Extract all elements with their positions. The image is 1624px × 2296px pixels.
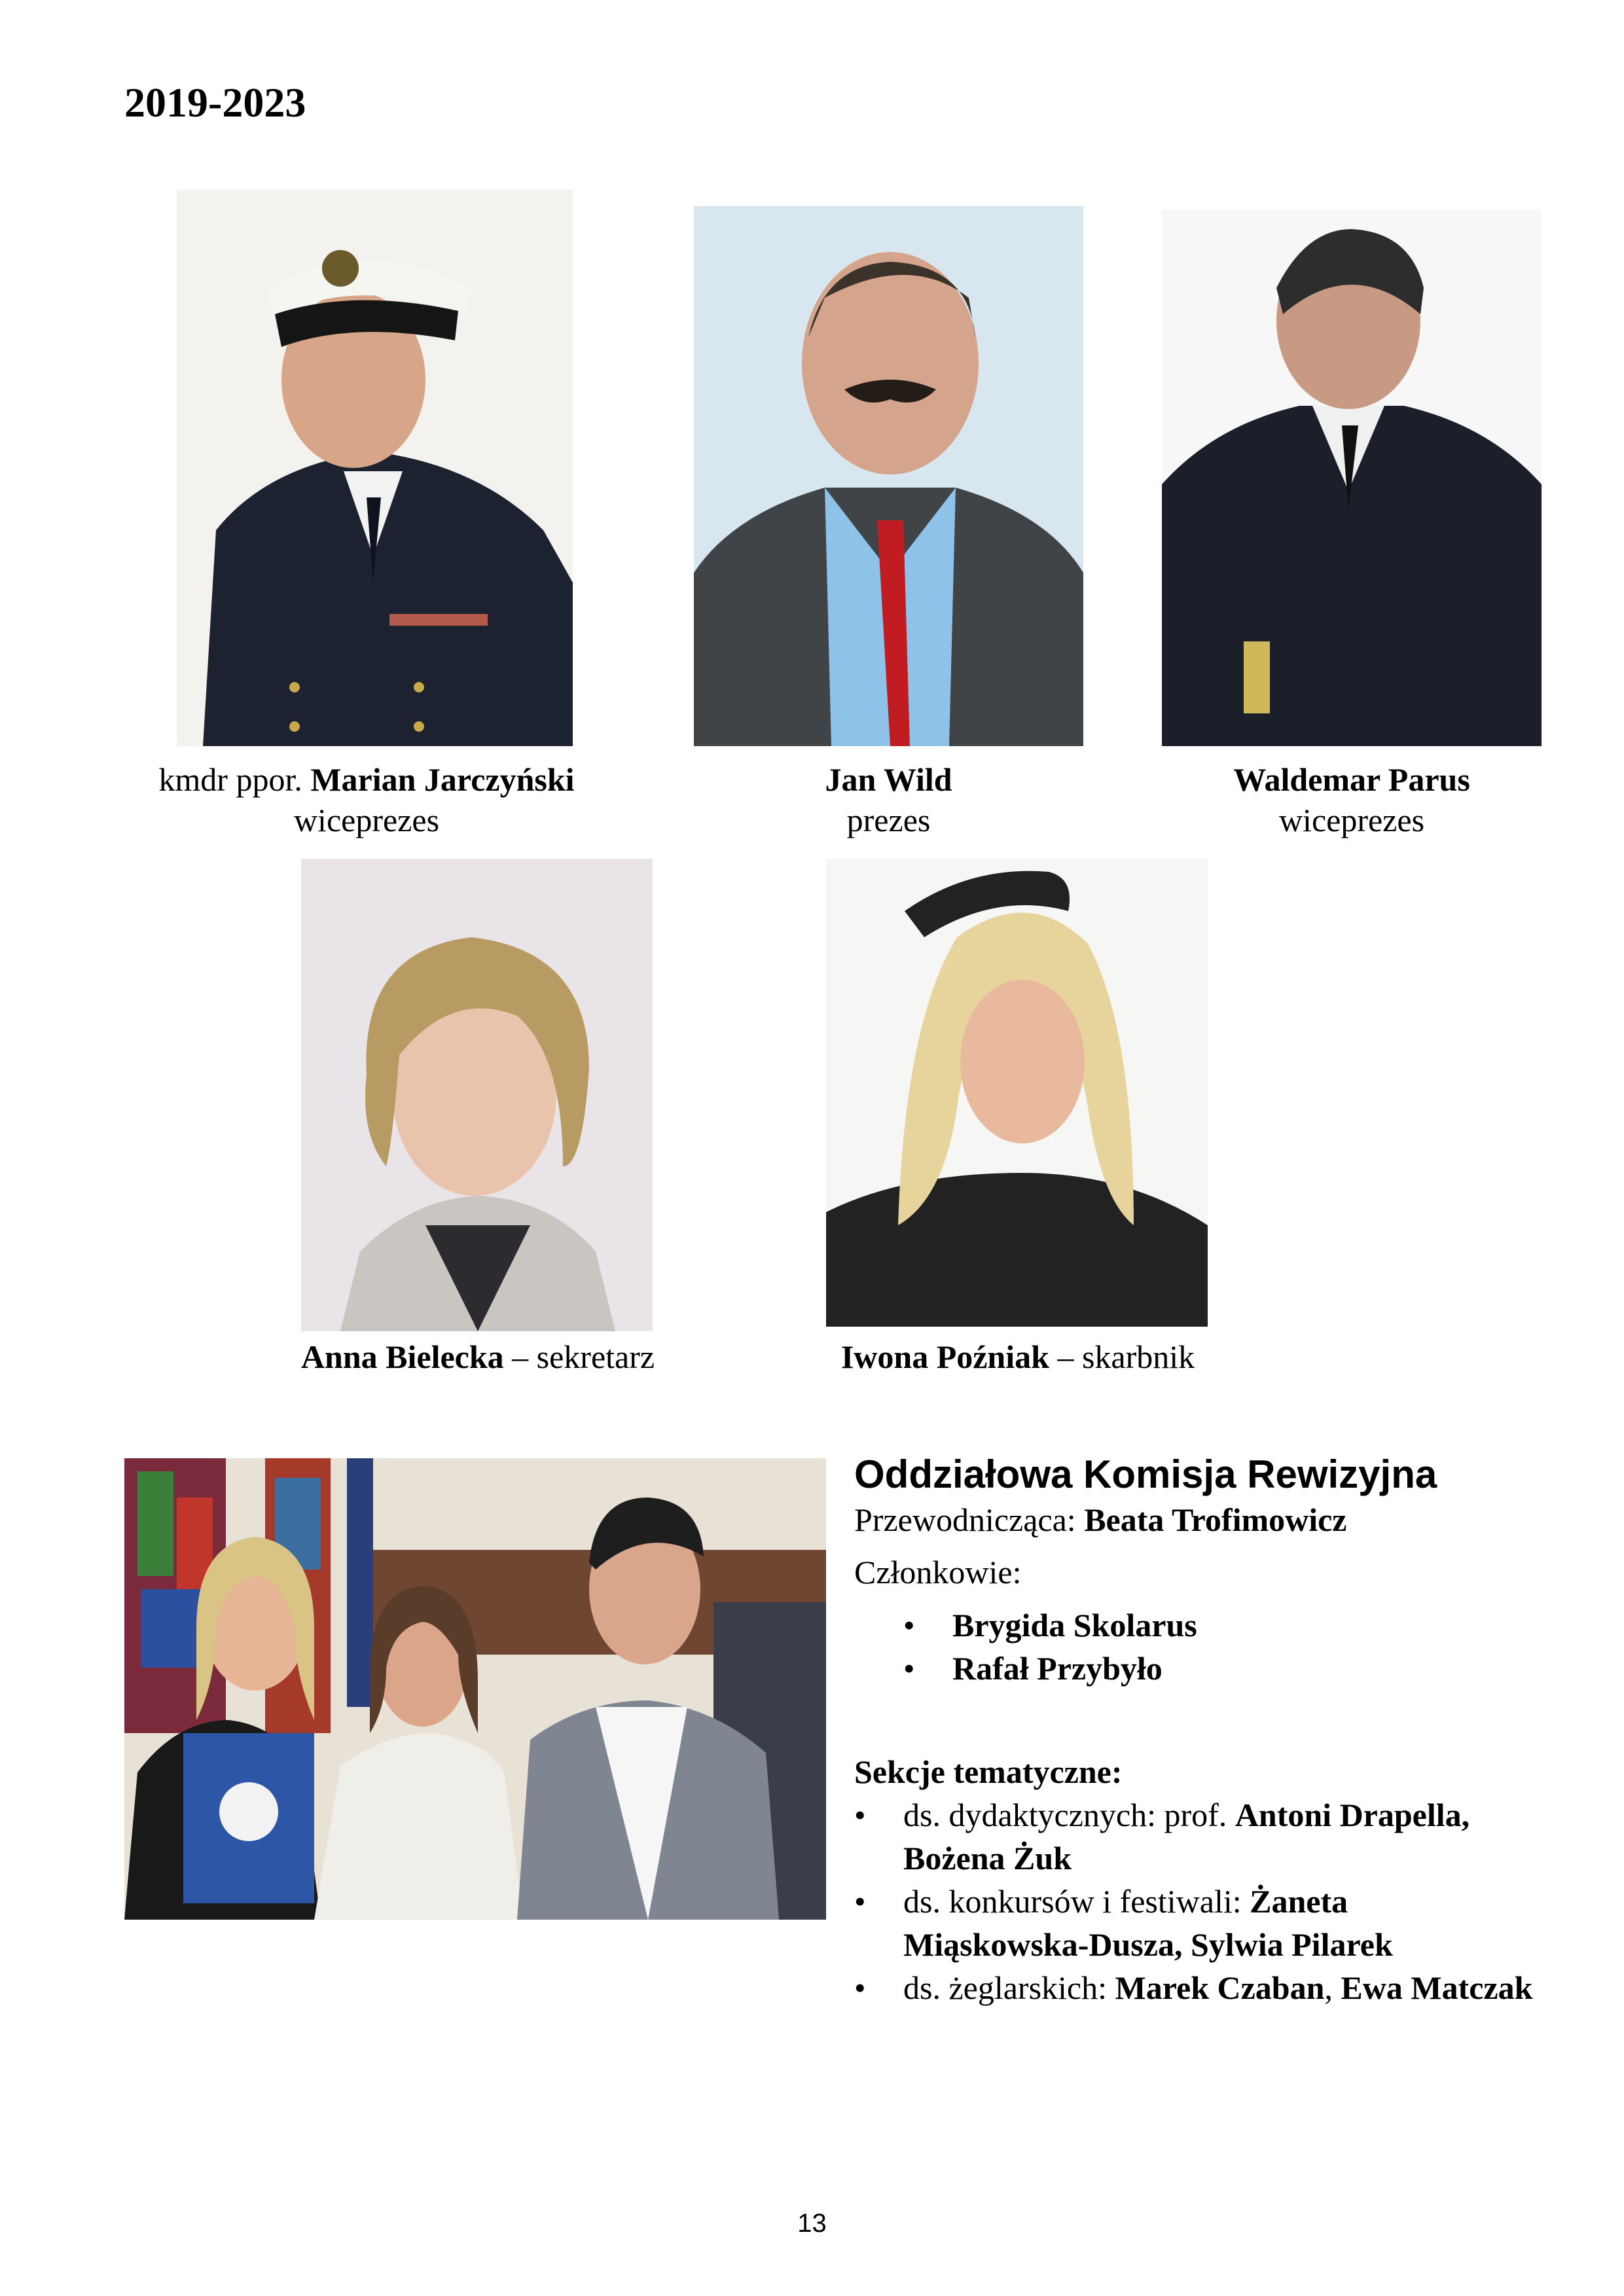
audit-chair: Przewodnicząca: Beata Trofimowicz <box>854 1501 1347 1538</box>
photo-iwona-pozniak <box>826 859 1208 1327</box>
photo-anna-bielecka <box>301 859 653 1331</box>
audit-members-label: Członkowie: <box>854 1554 1022 1590</box>
photo-jan-wild <box>694 206 1083 746</box>
caption-jan-wild: Jan Wild prezes <box>825 761 952 838</box>
caption-marian-jarczynski: kmdr ppor. Marian Jarczyński wiceprezes <box>158 761 575 838</box>
photo-marian-jarczynski <box>177 190 573 746</box>
caption-anna-bielecka: Anna Bielecka – sekretarz <box>300 1338 655 1375</box>
caption-waldemar-parus: Waldemar Parus wiceprezes <box>1233 761 1470 838</box>
photo-audit-committee <box>124 1458 826 1920</box>
audit-members-list <box>903 1604 1197 1690</box>
photo-waldemar-parus <box>1162 209 1542 746</box>
sections-list <box>854 1793 1535 2009</box>
list-item: • ds. dydaktycznych: prof. Antoni Drapella, Bożena Żuk <box>854 1793 1535 1880</box>
page-number: 13 <box>797 2209 827 2238</box>
audit-committee-title: Oddziałowa Komisja Rewizyjna <box>854 1452 1437 1496</box>
list-item: • ds. konkursów i festiwali: Żaneta Miąskowska-Dusza, Sylwia Pilarek <box>854 1880 1535 1966</box>
list-item: • Brygida Skolarus <box>903 1604 1197 1647</box>
list-item: • Rafał Przybyło <box>903 1647 1197 1690</box>
page-heading: 2019-2023 <box>124 79 306 126</box>
caption-iwona-pozniak: Iwona Poźniak – skarbnik <box>840 1338 1195 1375</box>
sections-title: Sekcje tematyczne: <box>854 1753 1123 1790</box>
list-item: • ds. żeglarskich: Marek Czaban, Ewa Matczak <box>854 1966 1535 2009</box>
